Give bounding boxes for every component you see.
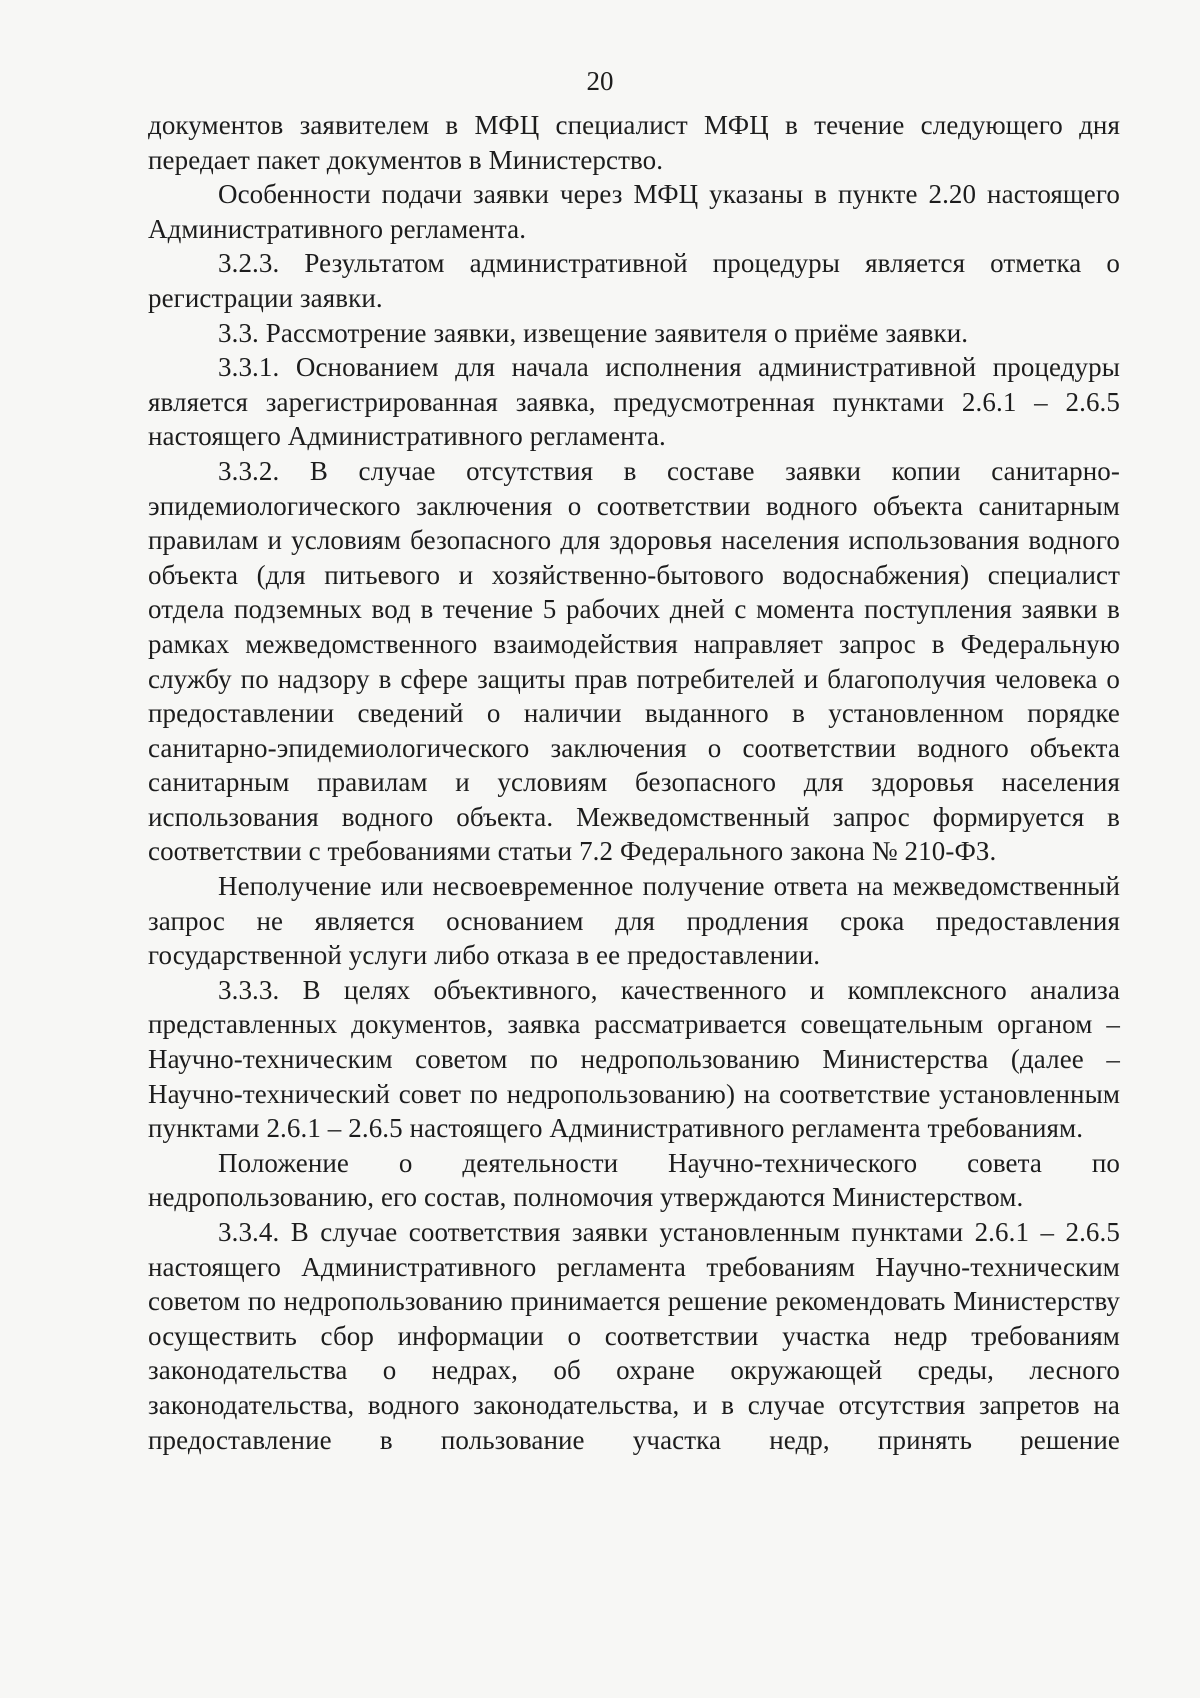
- paragraph-3-3-1: 3.3.1. Основанием для начала исполнения административной процедуры является зарегистрированная заявка, предусмотренная пунктами 2.6.1 – 2.6.5 настоящего Административного регламента.: [148, 352, 1120, 452]
- page-number: 20: [586, 66, 614, 96]
- paragraph-non-receipt: Неполучение или несвоевременное получение ответа на межведомственный запрос не является основанием для продления срока предоставления государственной услуги либо отказа в ее предоставлении.: [148, 871, 1120, 971]
- paragraph-3-3-3: 3.3.3. В целях объективного, качественного и комплексного анализа представленных документов, заявка рассматривается совещательным органом – Научно-техническим советом по недропользованию Министерства (далее – Научно-технический совет по недропользованию) на соответствие установленным пунктами 2.6.1 – 2.6.5 настоящего Административного регламента требованиям.: [148, 974, 1120, 1144]
- paragraph-council-regulation: Положение о деятельности Научно-технического совета по недропользованию, его состав, полномочия утверждаются Министерством.: [148, 1147, 1120, 1213]
- paragraph-3-3-2: 3.3.2. В случае отсутствия в составе заявки копии санитарно-эпидемиологического заключения о соответствии водного объекта санитарным правилам и условиям безопасного для здоровья населения использования водного объекта (для питьевого и хозяйственно-бытового водоснабжения) специалист отдела подземных вод в течение 5 рабочих дней с момента поступления заявки в рамках межведомственного взаимодействия направляет запрос в Федеральную службу по надзору в сфере защиты прав потребителей и благополучия человека о предоставлении сведений о наличии выданного в установленном порядке санитарно-эпидемиологического заключения о соответствии водного объекта санитарным правилам и условиям безопасного для здоровья населения использования водного объекта. Межведомственный запрос формируется в соответствии с требованиями статьи 7.2 Федерального закона № 210-ФЗ.: [148, 455, 1120, 867]
- paragraph-3-3-heading: 3.3. Рассмотрение заявки, извещение заявителя о приёме заявки.: [218, 317, 969, 348]
- paragraph-mfc-features: Особенности подачи заявки через МФЦ указаны в пункте 2.20 настоящего Административного регламента.: [148, 179, 1120, 244]
- paragraph-continuation: документов заявителем в МФЦ специалист МФЦ в течение следующего дня передает пакет документов в Министерство.: [148, 110, 1120, 175]
- document-body: [148, 108, 1120, 1457]
- paragraph-3-2-3: 3.2.3. Результатом административной процедуры является отметка о регистрации заявки.: [148, 248, 1120, 313]
- paragraph-3-3-4: 3.3.4. В случае соответствия заявки установленным пунктами 2.6.1 – 2.6.5 настоящего Административного регламента требованиям Научно-техническим советом по недропользованию принимается решение рекомендовать Министерству осуществить сбор информации о соответствии участка недр требованиям законодательства о недрах, об охране окружающей среды, лесного законодательства, водного законодательства, и в случае отсутствия запретов на предоставление в пользование участка недр, принять решение: [148, 1217, 1120, 1455]
